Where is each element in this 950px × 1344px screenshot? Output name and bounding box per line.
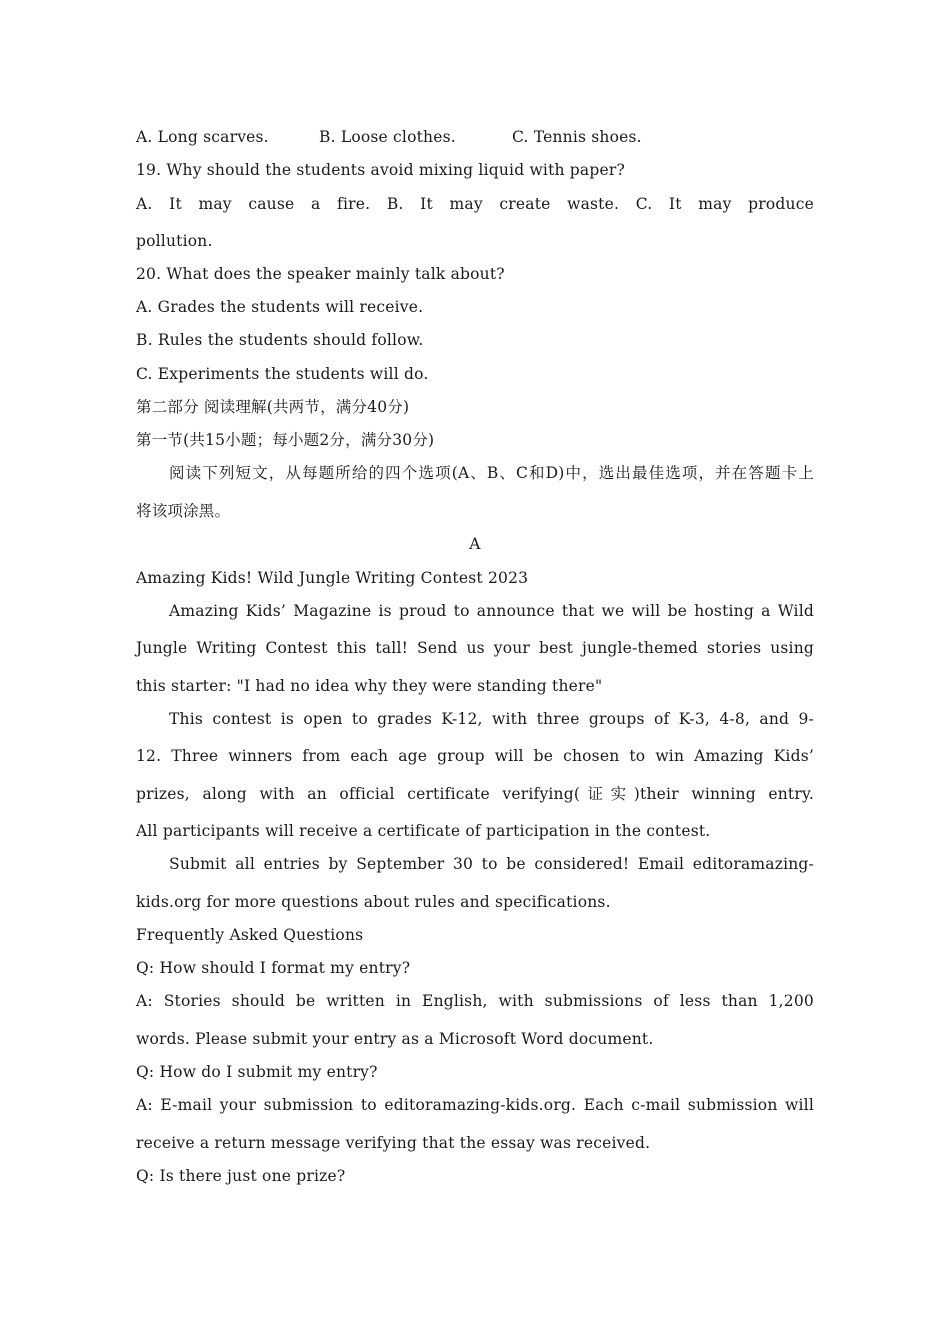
faq-title: Frequently Asked Questions [136,926,364,944]
passage-p2-line-1: This contest is open to grades K-12, with three groups of K-3, 4-8, and 9- [169,710,814,728]
q20-question: 20. What does the speaker mainly talk about? [136,265,505,283]
q20-option-b: B. Rules the students should follow. [136,331,424,349]
faq-answer-1-line-2: words. Please submit your entry as a Microsoft Word document. [136,1030,654,1048]
passage-label: A [469,535,481,553]
passage-p2-line-4: All participants will receive a certificate of participation in the contest. [136,822,711,840]
q20-option-a: A. Grades the students will receive. [136,298,424,316]
q19-question: 19. Why should the students avoid mixing liquid with paper? [136,161,625,179]
q19-options: A. It may cause a fire. B. It may create waste. C. It may produce [136,195,814,213]
passage-p3-line-1: Submit all entries by September 30 to be considered! Email editoramazing- [169,855,814,873]
faq-answer-2-line-2: receive a return message verifying that the essay was received. [136,1134,651,1152]
passage-p3-line-2: kids.org for more questions about rules and specifications. [136,893,611,911]
faq-answer-2-line-1: A: E-mail your submission to editoramazing-kids.org. Each c-mail submission will [136,1096,814,1114]
q18-option-b: B. Loose clothes. [319,128,456,146]
faq-question-1: Q: How should I format my entry? [136,959,411,977]
q18-option-a: A. Long scarves. [136,128,269,146]
faq-question-3: Q: Is there just one prize? [136,1167,346,1185]
faq-question-2: Q: How do I submit my entry? [136,1063,378,1081]
faq-answer-1-line-1: A: Stories should be written in English, with submissions of less than 1,200 [136,992,814,1010]
instructions-line-2: 将该项涂黑。 [136,502,231,520]
passage-title: Amazing Kids! Wild Jungle Writing Contest 2023 [136,569,529,587]
q18-options [136,122,814,152]
passage-p1-line-1: Amazing Kids’ Magazine is proud to announce that we will be hosting a Wild [169,602,814,620]
passage-p1-line-2: Jungle Writing Contest this tall! Send us your best jungle-themed stories using [136,639,814,657]
subsection-title: 第一节(共15小题；每小题2分，满分30分) [136,431,435,449]
passage-p1-line-3: this starter: "I had no idea why they were standing there" [136,677,603,695]
q19-options-continued: pollution. [136,232,213,250]
q18-option-c: C. Tennis shoes. [512,128,642,146]
instructions-line-1: 阅读下列短文，从每题所给的四个选项(A、B、C和D)中，选出最佳选项，并在答题卡上 [169,464,814,482]
part-title: 第二部分 阅读理解(共两节，满分40分) [136,398,410,416]
passage-p2-line-3: prizes, along with an official certificate verifying(证实)their winning entry. [136,785,814,803]
passage-p2-line-2: 12. Three winners from each age group will be chosen to win Amazing Kids’ [136,747,814,765]
q20-option-c: C. Experiments the students will do. [136,365,429,383]
